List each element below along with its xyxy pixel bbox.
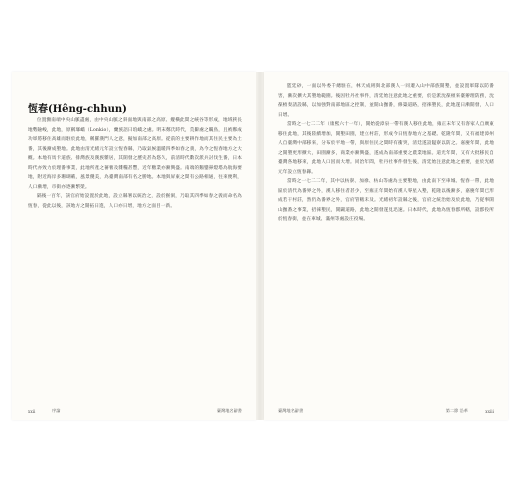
- left-page: [12, 72, 256, 420]
- entry-heading-romanization: (Hêng-chhun): [48, 104, 127, 115]
- right-section-title: 第二節 沿革: [445, 408, 468, 413]
- right-paragraph-2: 當時之一七二二年（康熙六十一年），開始從漳泉一帶有漢人移住此地，雍正末年又有客家人自廣東移住此地，其後陸續增加，開墾田園，建立村莊，形成今日恆春地方之基礎。乾隆年間，又有福建漳州人自臺灣中部移來，分布於平地一帶，與原住民之間時有衝突，清廷遂設隘寮以防之。嘉慶年間，此地之開墾更形擴大，田園漸多，商業亦漸興盛，遂成為南部重要之農業地區。道光年間，又有大批移民自臺灣各地移來，此地人口因而大增。同治年間，牡丹社事件發生後，清廷始注意此地之重要，並於光緒元年設立恆春縣。: [278, 122, 494, 175]
- right-page: [264, 72, 508, 420]
- left-paragraph-1: 位置瀕南端中央山脈盡處，由中央山脈之斜面地與南部之高原、縱橫此間之峽谷等形成，地域狹長地勢險峻，此地，原稱瑯嶠（Lonkio），蘭族語曰琅嶠之處。明末鄭氏時代，荒僻處之羈鳥，且被鄭成功軍將移住高雄而駐於此地，稱羅漢門人之意，擬加南部之高原。從前的主要耕作地而其住民主要為土番，其後漸成墾地。此地由清光緒元年設立恆春縣，乃取氣候溫暖四季如春之義，為今之恆春地方之大概。本地有馬卡道族、排灣族及漢族雜居，其開發之歷史甚為悠久，前清時代數次派兵討伐生番，日本時代亦致力於理番事業，此地所產之蕃薯及雜糧甚豐，近年糖業亦漸興盛。南端的鵝鑾鼻燈塔為航海要地，附近海岸多珊瑚礁，風景優美，為臺灣南部有名之勝地。本地與屏東之間有公路相通，往來便利，人口漸增，市街亦逐漸繁榮。: [28, 118, 242, 190]
- right-page-body: [278, 82, 494, 225]
- left-book-title: 臺灣地名辭書: [216, 408, 242, 413]
- left-section-title: 序論: [52, 408, 61, 413]
- left-paragraph-2: 隔後一百年，該官府始設置於此地，設立縣署以統治之，設於猴洞，乃取其四季如春之義而命名為恆春，從此以後，該地方之開拓日進，人口亦日增，地方之面目一新。: [28, 194, 242, 209]
- left-page-number: xxii: [28, 409, 36, 414]
- entry-heading: [28, 100, 127, 115]
- right-page-number: xxiii: [485, 409, 494, 414]
- right-paragraph-1: 監廷砂，一面以外委千總駐在，林天成則與北部漢人一同遷入山中部族開墾，並設置軍隊以防番害，漸次擴大其墾地範圍。後因牡丹社事件，清廷始注意此地之重要，於是派沈葆楨來臺辦理防務，沈葆楨奏請設縣，以加強對南部地區之控制，並開山撫番，修築道路，招徠墾民，此地遂日漸開發，人口日增。: [278, 84, 494, 118]
- right-paragraph-3: 當時之一七二二年，其中以枋寮、加祿、枋山等處為主要墾地，由此南下至車城、恆春一帶，此地區於清代為番界之外，漢人移住者甚少，至雍正年間始有漢人零星入墾，乾隆以後漸多，嘉慶年間已形成若干村莊，然仍為番界之外，官府管轄未及。光緒初年設縣之後，官府之統治始及於此地，乃從事開山撫番之事業，招徠墾民，開闢道路，此地之開發遂見迅速。日本時代，此地為恆春郡所轄，設郡役所於恆春街，並在車城、滿州等處設庄役場。: [278, 179, 494, 222]
- book-gutter: [256, 72, 264, 420]
- right-book-title: 臺灣地名辭書: [278, 408, 304, 413]
- entry-heading-chinese: 恆春: [28, 104, 48, 115]
- left-page-body: [28, 116, 242, 211]
